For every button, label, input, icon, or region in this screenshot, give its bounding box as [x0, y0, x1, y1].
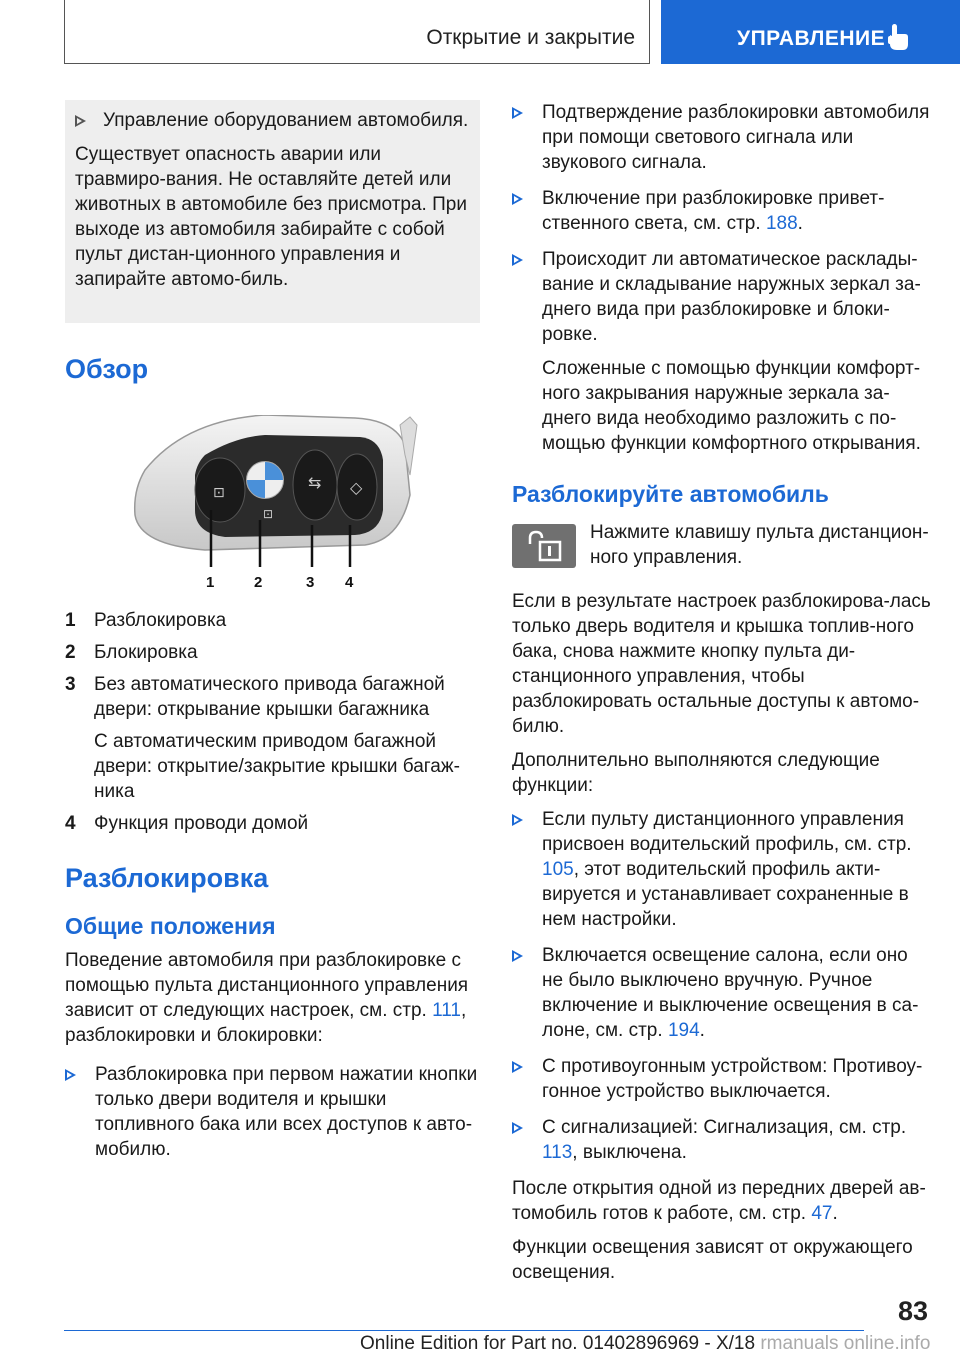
unlock-step: Нажмите клавишу пульта дистанцион-ного управления. — [512, 520, 932, 576]
unlock-button-icon — [512, 524, 576, 568]
list-item: Включение при разблокировке привет-ственного света, см. стр. 188. — [512, 186, 932, 236]
paragraph: Функции освещения зависят от окружающего освещения. — [512, 1237, 913, 1283]
triangle-bullet-icon — [512, 1061, 523, 1073]
list-item: Происходит ли автоматическое расклады-вание и складывание наружных зеркал за-днего вида при разблокировке и блоки-ровке. Сложенные с помощью функции комфорт-ного закрывания наружные зеркала за-днего вида необходимо разложить с по-мощью функции комфортного открывания. — [512, 247, 932, 456]
page-ref-link[interactable]: 47 — [811, 1203, 833, 1224]
key-label-2: 2 — [254, 574, 263, 590]
left-column — [65, 100, 480, 1173]
warning-bullet: Управление оборудованием автомобиля. — [75, 108, 470, 133]
list-item: С противоугонным устройством: Противоу-гонное устройство выключается. — [512, 1054, 932, 1104]
legend-item: 4 Функция проводи домой — [65, 813, 309, 834]
paragraph: После открытия одной из передних дверей ав-томобиль готов к работе, см. стр. 47. — [512, 1178, 926, 1224]
general-text: Поведение автомобиля при разблокировке с помощью пульта дистанционного управления зависит от следующих настроек, см. стр. 111, разблокировки и блокировки: — [65, 950, 469, 1046]
right-column — [512, 100, 932, 1294]
car-key-icon — [65, 415, 480, 590]
legend-item: 2 Блокировка — [65, 642, 198, 663]
legend-item: 3 Без автоматического привода багажной двери: открывание крышки багажника С автоматическим приводом багажной двери: открытие/закрытие крышки багаж-ника — [65, 674, 460, 802]
hand-pointer-icon — [885, 22, 911, 52]
paragraph: Дополнительно выполняются следующие функции: — [512, 750, 880, 796]
general-heading: Общие положения — [65, 913, 276, 939]
chapter-title: УПРАВЛЕНИЕ — [737, 27, 886, 50]
footer-text: Online Edition for Part no. 01402896969 - X/18 rmanuals online.info — [360, 1333, 931, 1354]
page-ref-link[interactable]: 113 — [542, 1142, 573, 1163]
warning-box — [65, 100, 480, 323]
triangle-bullet-icon — [512, 254, 523, 266]
section-title: Открытие и закрытие — [426, 26, 635, 49]
section-tab — [64, 0, 650, 64]
paragraph: Если в результате настроек разблокирова-лась только дверь водителя и крышка топлив-ного бака, снова нажмите кнопку пульта ди-станционного управления, чтобы разблокировать остальные доступы к автомо-билю. — [512, 591, 931, 737]
triangle-bullet-icon — [512, 107, 523, 119]
list-item: Если пульту дистанционного управления присвоен водительский профиль, см. стр. 105, этот водительский профиль акти-вируется и устанавливает сохраненные в нем настройки. — [512, 807, 932, 932]
triangle-bullet-icon — [512, 950, 523, 962]
svg-text:⇆: ⇆ — [308, 473, 322, 492]
watermark: rmanuals online.info — [760, 1333, 931, 1354]
legend-item: 1 Разблокировка — [65, 610, 227, 631]
page-header — [0, 0, 960, 66]
unlock-heading: Разблокировка — [65, 863, 269, 893]
unlock-car-heading: Разблокируйте автомобиль — [512, 481, 829, 507]
triangle-bullet-icon — [512, 193, 523, 205]
key-label-3: 3 — [306, 574, 315, 590]
overview-heading: Обзор — [65, 354, 149, 384]
page-ref-link[interactable]: 105 — [542, 859, 574, 880]
warning-text: Существует опасность аварии или травмиро-вания. Не оставляйте детей или животных в автомобиле без присмотра. При выходе из автомобиля забирайте с собой пульт дистан-ционного управления и запирайте автомо-биль. — [75, 144, 467, 290]
legend-list — [65, 608, 480, 836]
svg-text:⊡: ⊡ — [263, 507, 274, 521]
triangle-bullet-icon — [512, 814, 523, 826]
page-number: 83 — [897, 1296, 928, 1326]
remote-key-illustration — [65, 415, 480, 590]
chapter-tab — [661, 0, 960, 64]
page-ref-link[interactable]: 111 — [432, 1000, 461, 1021]
list-item: Подтверждение разблокировки автомобиля при помощи светового сигнала или звукового сигнала. — [512, 100, 932, 175]
footer-divider — [64, 1330, 864, 1331]
triangle-bullet-icon — [65, 1069, 76, 1081]
page-ref-link[interactable]: 188 — [765, 213, 798, 234]
list-item: Включается освещение салона, если оно не было выключено вручную. Ручное включение и выключение освещения в са-лоне, см. стр. 194. — [512, 943, 932, 1043]
svg-text:◇: ◇ — [350, 478, 363, 497]
list-item: Разблокировка при первом нажатии кнопки только двери водителя и крышки топливного бака или всех доступов к авто-мобилю. — [65, 1062, 480, 1162]
page-ref-link[interactable]: 194 — [667, 1020, 700, 1041]
key-label-4: 4 — [345, 574, 354, 590]
key-label-1: 1 — [206, 574, 215, 590]
list-item: С сигнализацией: Сигнализация, см. стр. 113, выключена. — [512, 1115, 932, 1165]
svg-text:⊡: ⊡ — [213, 485, 225, 501]
triangle-bullet-icon — [512, 1122, 523, 1134]
triangle-bullet-icon — [75, 115, 86, 127]
